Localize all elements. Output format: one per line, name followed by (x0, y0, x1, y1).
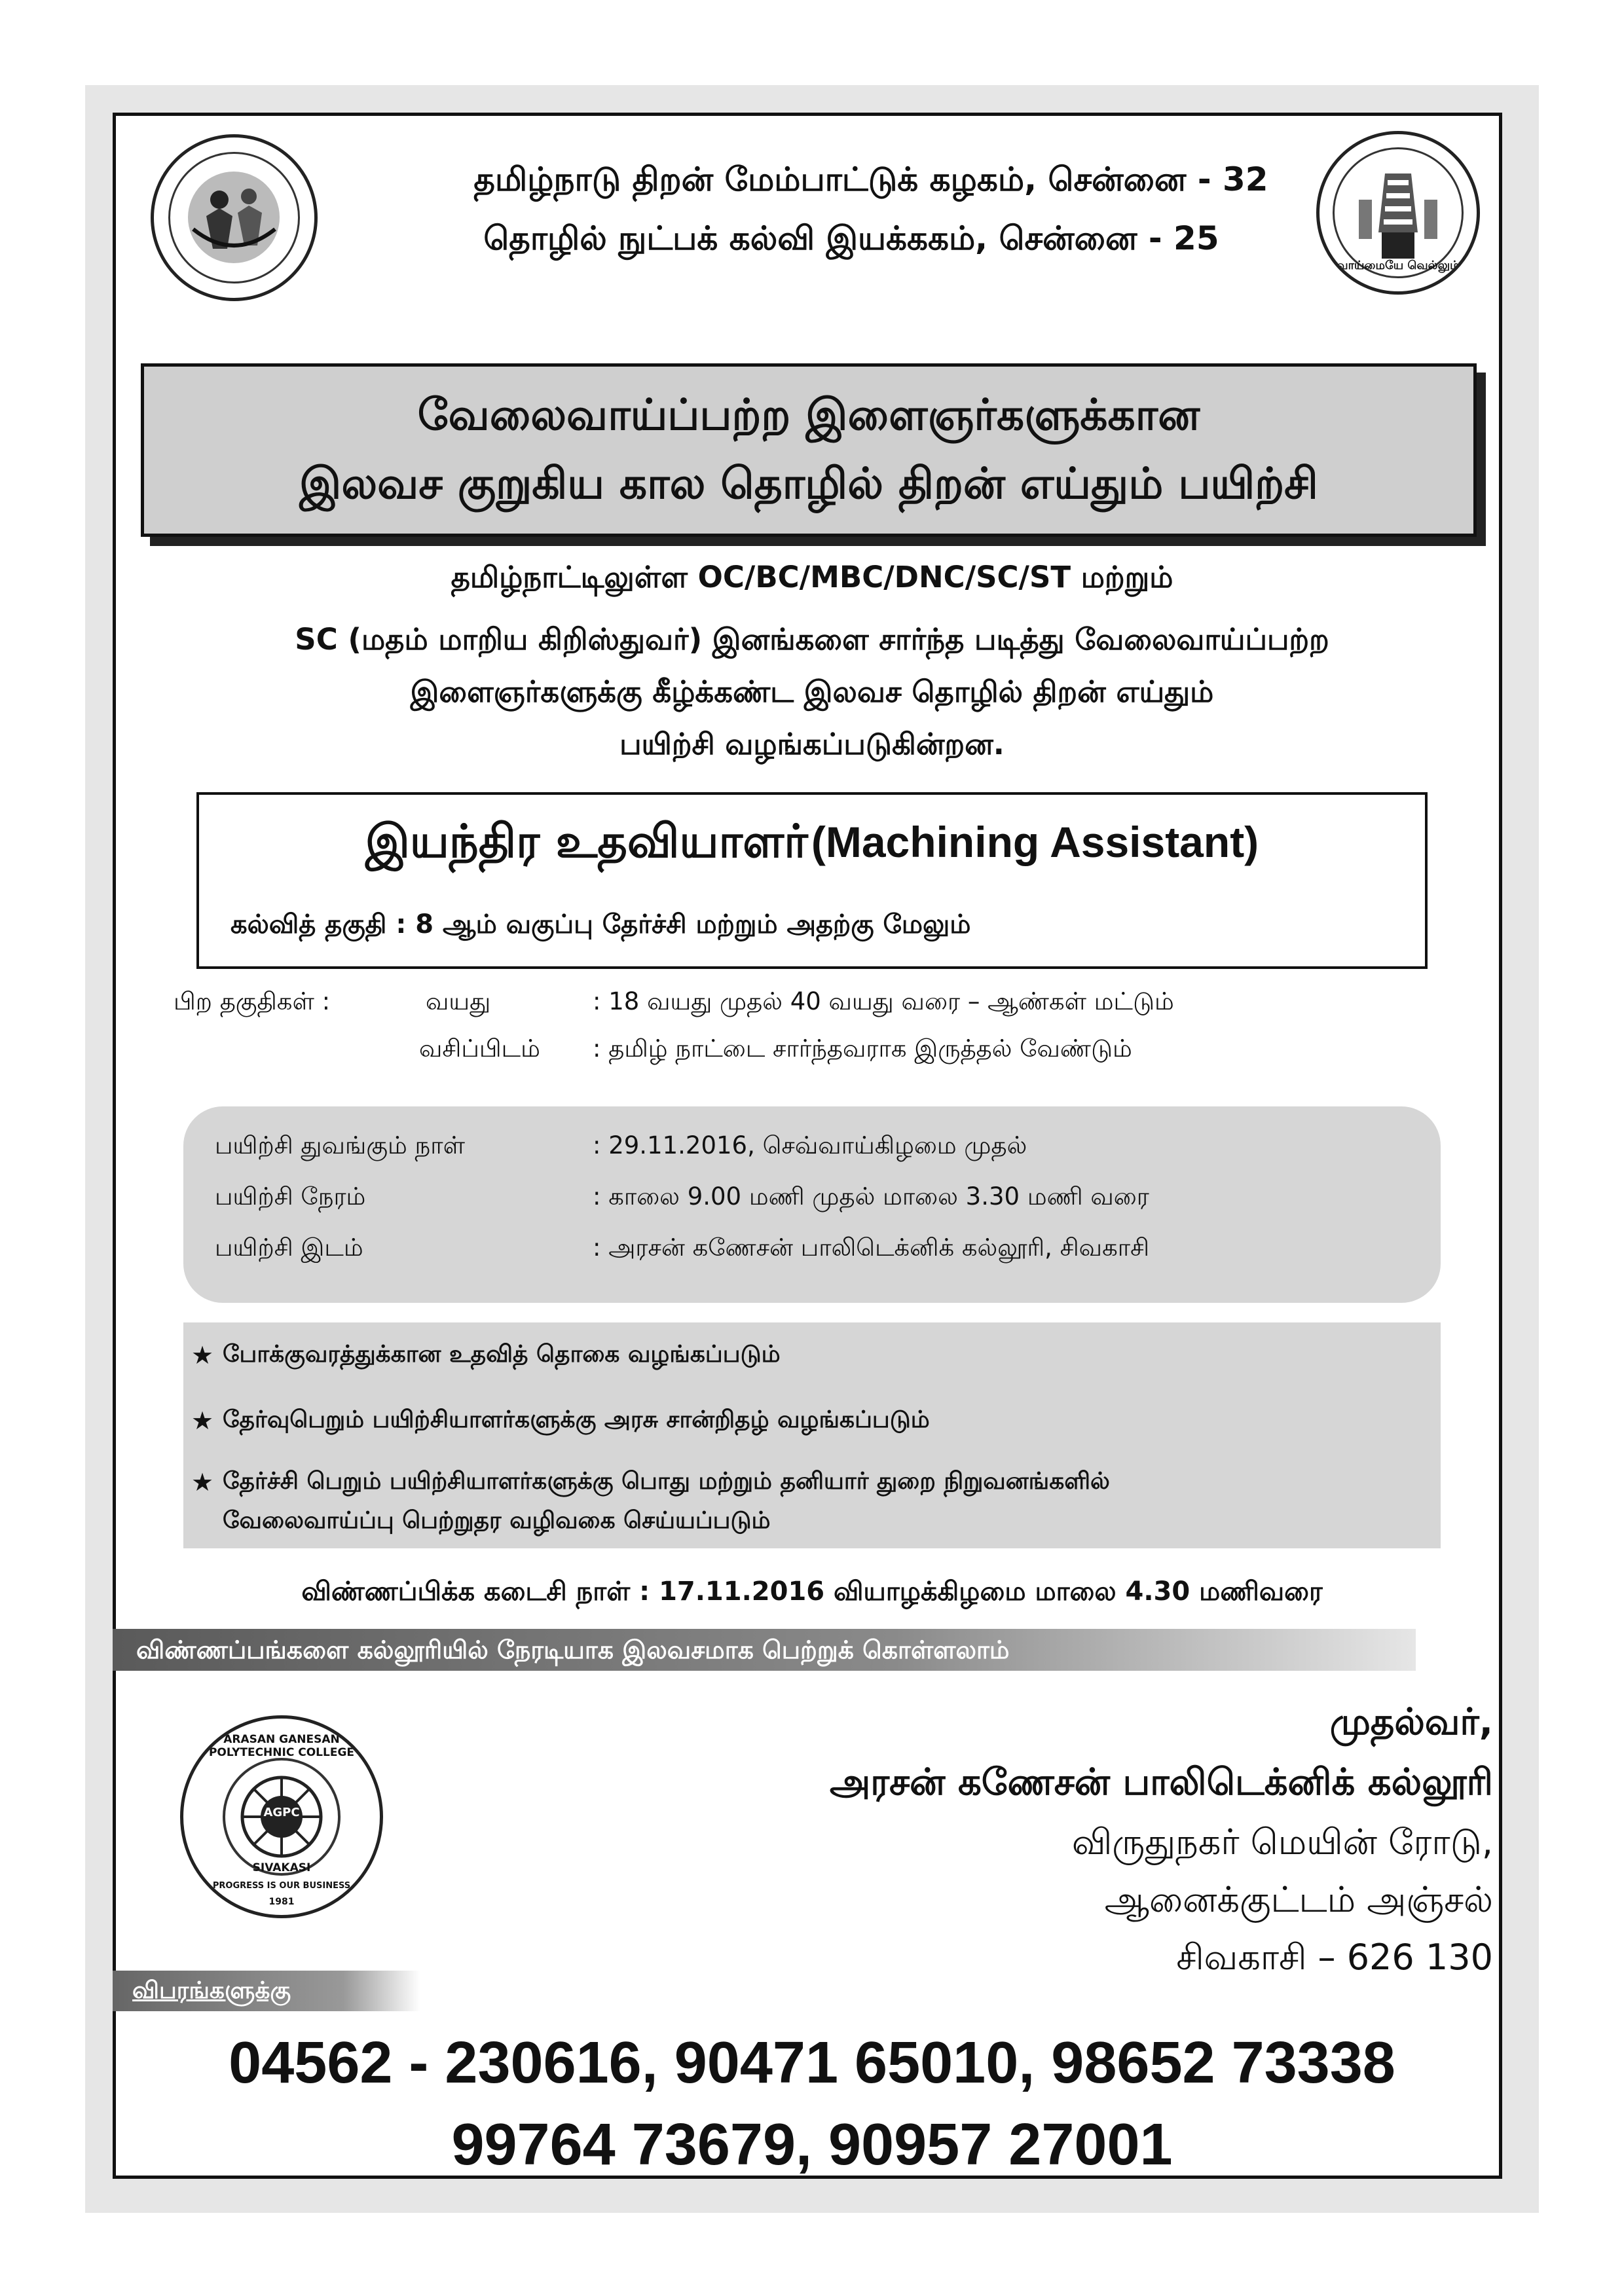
college-logo-center: AGPC (263, 1806, 300, 1819)
college-logo-city: SIVAKASI (252, 1861, 311, 1874)
benefit-item: வேலைவாய்ப்பு பெற்றுதர வழிவகை செய்யப்படும் (223, 1507, 771, 1534)
schedule-time-value: : காலை 9.00 மணி முதல் மாலை 3.30 மணி வரை (593, 1182, 1149, 1211)
benefit-item: தேர்ச்சி பெறும் பயிற்சியாளர்களுக்கு பொது மற்றும் தனியார் துறை நிறுவனங்களில் (223, 1468, 1110, 1495)
college-logo-year: 1981 (268, 1897, 295, 1907)
star-icon: ★ (191, 1341, 214, 1370)
benefit-item: போக்குவரத்துக்கான உதவித் தொகை வழங்கப்படும் (223, 1341, 781, 1368)
course-box (196, 792, 1428, 969)
residence-key: வசிப்பிடம் (419, 1034, 540, 1063)
intro-line-3: இளைஞர்களுக்கு கீழ்க்கண்ட இலவச தொழில் திறன் எய்தும் (410, 674, 1214, 709)
schedule-start-key: பயிற்சி துவங்கும் நாள் (215, 1131, 465, 1159)
title-line-2: இலவச குறுகிய கால தொழில் திறன் எய்தும் பயிற்சி (299, 458, 1318, 509)
title-line-1: வேலைவாய்ப்பற்ற இளைஞர்களுக்கான (417, 390, 1200, 440)
residence-value: : தமிழ் நாட்டை சார்ந்தவராக இருத்தல் வேண்டும் (593, 1034, 1132, 1063)
college-logo-ring-text: ARASAN GANESAN POLYTECHNIC COLLEGE (208, 1733, 355, 1759)
intro-line-2: SC (மதம் மாறிய கிறிஸ்துவர்) இனங்களை சார்ந்த படித்து வேலைவாய்ப்பற்ற (295, 622, 1329, 657)
address-city-pin: சிவகாசி – 626 130 (1176, 1937, 1493, 1978)
address-road: விருதுநகர் மெயின் ரோடு, (1071, 1821, 1493, 1863)
phone-numbers-line-1: 04562 - 230616, 90471 65010, 98652 73338 (229, 2030, 1395, 2096)
star-icon: ★ (191, 1406, 214, 1435)
schedule-time-key: பயிற்சி நேரம் (215, 1182, 366, 1211)
schedule-start-value: : 29.11.2016, செவ்வாய்கிழமை முதல் (593, 1131, 1027, 1159)
star-icon: ★ (191, 1468, 214, 1497)
address-post: ஆனைக்குட்டம் அஞ்சல் (1104, 1879, 1493, 1920)
phone-numbers-line-2: 99764 73679, 90957 27001 (451, 2112, 1173, 2178)
college-logo (180, 1715, 383, 1918)
title-banner (141, 363, 1477, 537)
schedule-venue-key: பயிற்சி இடம் (215, 1233, 363, 1262)
emblem-caption: வாய்மையே வெல்லும் (1337, 259, 1460, 272)
intro-line-4: பயிற்சி வழங்கப்படுகின்றன. (619, 727, 1005, 761)
contact-label: விபரங்களுக்கு (113, 1971, 420, 2011)
age-value: : 18 வயது முதல் 40 வயது வரை – ஆண்கள் மட்டும் (593, 987, 1174, 1015)
benefits-box (183, 1322, 1441, 1548)
course-name-english: (Machining Assistant) (811, 818, 1259, 866)
eligibility-label: பிற தகுதிகள் : (174, 987, 331, 1015)
course-name-tamil: இயந்திர உதவியாளர் (365, 814, 808, 868)
schedule-box (183, 1106, 1441, 1303)
schedule-venue-value: : அரசன் கணேசன் பாலிடெக்னிக் கல்லூரி, சிவகாசி (593, 1233, 1150, 1262)
intro-line-1: தமிழ்நாட்டிலுள்ள OC/BC/MBC/DNC/SC/ST மற்றும் (451, 560, 1173, 594)
header-line-1: தமிழ்நாடு திறன் மேம்பாட்டுக் கழகம், சென்னை - 32 (473, 160, 1268, 198)
header-line-2: தொழில் நுட்பக் கல்வி இயக்ககம், சென்னை - 25 (483, 219, 1219, 257)
college-logo-motto: PROGRESS IS OUR BUSINESS (212, 1881, 351, 1891)
application-note: விண்ணப்பங்களை கல்லூரியில் நேரடியாக இலவசமாக பெற்றுக் கொள்ளலாம் (113, 1629, 1416, 1671)
address-college: அரசன் கணேசன் பாலிடெக்னிக் கல்லூரி (829, 1761, 1493, 1804)
tn-govt-emblem (1316, 131, 1480, 295)
address-principal: முதல்வர், (1329, 1701, 1493, 1743)
application-deadline: விண்ணப்பிக்க கடைசி நாள் : 17.11.2016 வியாழக்கிழமை மாலை 4.30 மணிவரை (301, 1576, 1323, 1607)
tnsdc-logo (151, 134, 318, 301)
age-key: வயது (426, 987, 491, 1015)
qualification-text: கல்வித் தகுதி : 8 ஆம் வகுப்பு தேர்ச்சி மற்றும் அதற்கு மேலும் (231, 909, 971, 939)
benefit-item: தேர்வுபெறும் பயிற்சியாளர்களுக்கு அரசு சான்றிதழ் வழங்கப்படும் (223, 1406, 930, 1433)
